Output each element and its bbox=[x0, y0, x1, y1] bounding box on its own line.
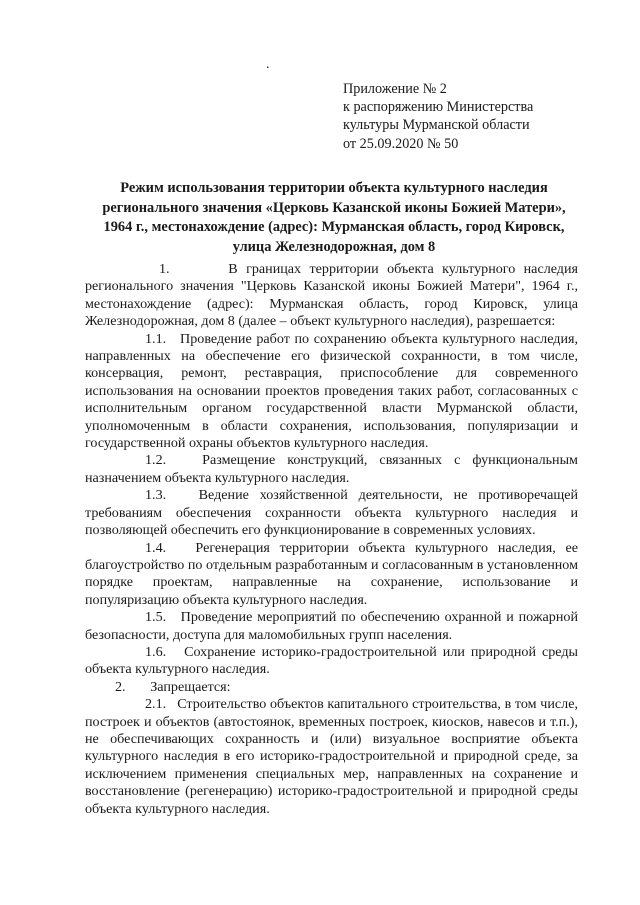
section-number: 1.2. bbox=[145, 452, 167, 469]
section-number: 1.5. bbox=[145, 609, 167, 626]
appendix-line: от 25.09.2020 № 50 bbox=[343, 135, 459, 152]
section-number: 1.6. bbox=[145, 643, 167, 660]
section-number: 2.1. bbox=[145, 696, 167, 713]
section-1-1 bbox=[85, 331, 578, 453]
title-line: улица Железнодорожная, дом 8 bbox=[232, 238, 436, 255]
section-text: Проведение мероприятий по обеспечению охранной и пожарной безопасности, доступа для маломобильных групп населения. bbox=[85, 609, 578, 643]
section-1-2 bbox=[85, 452, 578, 487]
appendix-line: Приложение № 2 bbox=[343, 81, 447, 97]
section-1-3 bbox=[85, 487, 578, 539]
document-title bbox=[80, 179, 588, 257]
section-1-6 bbox=[85, 644, 578, 679]
section-2 bbox=[85, 679, 578, 696]
section-2-1 bbox=[85, 696, 578, 818]
section-text: Размещение конструкций, связанных с функциональным назначением объекта культурного наследия. bbox=[85, 452, 578, 486]
section-number: 1.1. bbox=[145, 330, 167, 347]
section-text: Регенерация территории объекта культурного наследия, ее благоустройство по отдельным разработанным и согласованным в установленном порядке проектам, направленные на сохранение, использование и популяризацию объекта культурного наследия. bbox=[85, 539, 579, 608]
section-text: В границах территории объекта культурного наследия регионального значения "Церковь Казанской иконы Божией Матери", 1964 г., местонахождение (адрес): Мурманская область, город Кировск, улица Железнодорожная, дом 8 (далее – объект культурного наследия), разрешается: bbox=[85, 261, 578, 330]
section-1 bbox=[85, 261, 578, 331]
title-line: Режим использования территории объекта культурного наследия bbox=[120, 180, 548, 196]
section-text: Запрещается: bbox=[150, 678, 231, 695]
section-number: 1. bbox=[159, 261, 170, 277]
appendix-block bbox=[343, 80, 533, 153]
section-number: 1.3. bbox=[145, 487, 167, 504]
title-line: регионального значения «Церковь Казанской иконы Божией Матери», bbox=[102, 199, 566, 216]
section-1-4 bbox=[85, 540, 578, 610]
section-text: Проведение работ по сохранению объекта культурного наследия, направленных на обеспечение его физической сохранности, в том числе, консервация, ремонт, реставрация, приспособление для современного использования на основании проектов проведения таких работ, согласованных с исполнительным органом государственной власти Мурманской области, уполномоченным в области сохранения, использования, популяризации и государственной охраны объектов культурного наследия. bbox=[85, 330, 578, 452]
appendix-line: культуры Мурманской области bbox=[343, 117, 530, 134]
section-number: 1.4. bbox=[145, 539, 167, 556]
document-body bbox=[85, 261, 578, 818]
appendix-line: к распоряжению Министерства bbox=[343, 99, 534, 116]
section-1-5 bbox=[85, 609, 578, 644]
section-number: 2. bbox=[115, 678, 126, 695]
section-text: Ведение хозяйственной деятельности, не противоречащей требованиям обеспечения сохранности объекта культурного наследия и позволяющей обеспечить его функционирование в современных условиях. bbox=[85, 487, 578, 539]
section-text: Сохранение историко-градостроительной или природной среды объекта культурного наследия. bbox=[85, 643, 578, 678]
section-text: Строительство объектов капитального строительства, в том числе, построек и объектов (автостоянок, временных построек, киосков, навесов и т.п.), не обеспечивающих сохранность и (или) визуальное восприятие объекта культурного наследия в его историко-градостроительной и природной среде, за исключением применения специальных мер, направленных на сохранение и восстановление (регенерацию) историко-градостроительной и природной среды объекта культурного наследия. bbox=[85, 696, 578, 817]
title-line: 1964 г., местонахождение (адрес): Мурманская область, город Кировск, bbox=[103, 219, 565, 235]
stray-dot: . bbox=[266, 57, 270, 72]
